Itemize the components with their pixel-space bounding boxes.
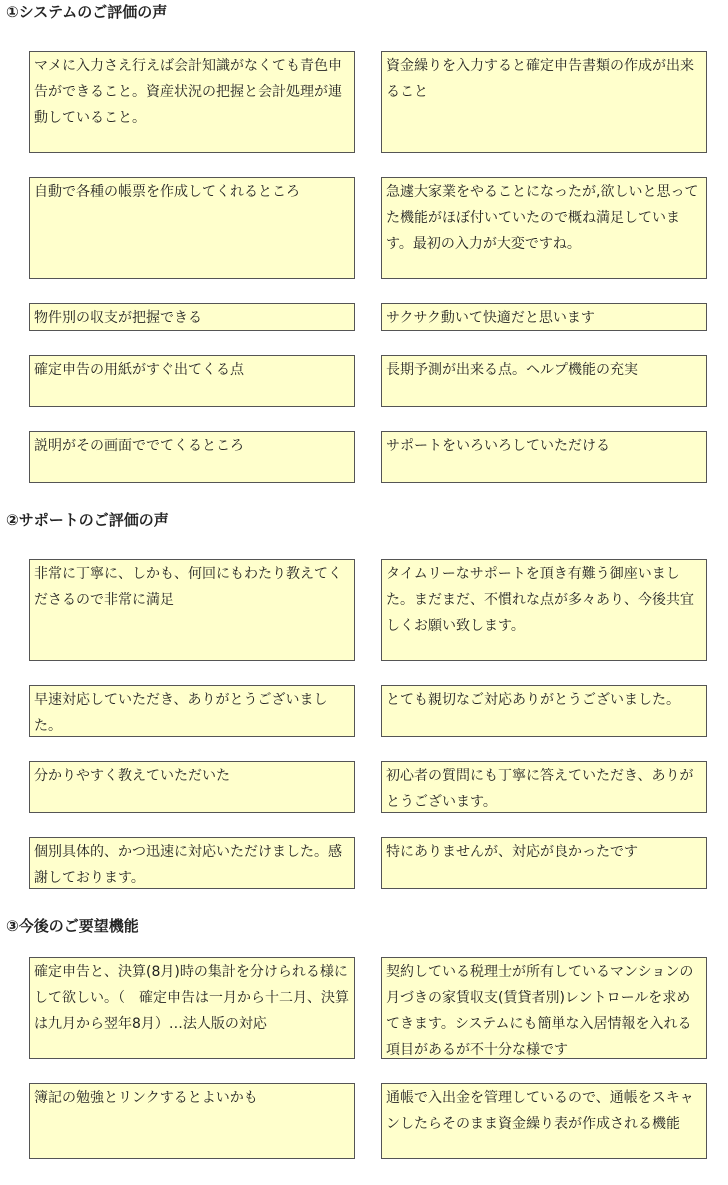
comment-text: 簿記の勉強とリンクするとよいかも — [34, 1090, 258, 1106]
comment-box — [29, 431, 355, 483]
comment-box — [29, 1083, 355, 1159]
section-heading-requests: ③今後のご要望機能 — [6, 917, 139, 935]
comment-text: とても親切なご対応ありがとうございました。 — [386, 692, 680, 708]
comment-box — [29, 685, 355, 737]
comment-text: 早速対応していただき、ありがとうございました。 — [34, 692, 328, 734]
comment-text: 確定申告の用紙がすぐ出てくる点 — [34, 362, 244, 378]
comment-box — [29, 837, 355, 889]
comment-box — [29, 303, 355, 331]
comment-text: 特にありませんが、対応が良かったです — [386, 844, 638, 860]
comment-text: 自動で各種の帳票を作成してくれるところ — [34, 184, 300, 200]
section-heading-system: ①システムのご評価の声 — [6, 3, 168, 21]
comment-box — [381, 837, 707, 889]
comment-text: 物件別の収支が把握できる — [34, 310, 202, 326]
comment-box — [29, 51, 355, 153]
comment-text: 説明がその画面ででてくるところ — [34, 438, 244, 454]
comment-box — [381, 685, 707, 737]
comment-box — [381, 1083, 707, 1159]
comment-text: 資金繰りを入力すると確定申告書類の作成が出来ること — [386, 58, 694, 100]
comment-box — [381, 957, 707, 1059]
comment-text: 非常に丁寧に、しかも、何回にもわたり教えてくださるので非常に満足 — [34, 566, 342, 608]
comment-text: 個別具体的、かつ迅速に対応いただけました。感謝しております。 — [34, 844, 342, 886]
comment-text: 通帳で入出金を管理しているので、通帳をスキャンしたらそのまま資金繰り表が作成される機能 — [386, 1090, 694, 1132]
comment-text: サクサク動いて快適だと思います — [386, 310, 595, 326]
comment-text: 契約している税理士が所有しているマンションの月づきの家賃収支(賃貸者別)レントロールを求めてきます。システムにも簡単な入居情報を入れる項目があるが不十分な様です — [386, 964, 694, 1058]
comment-text: 急遽大家業をやることになったが,欲しいと思ってた機能がほぼ付いていたので概ね満足しています。最初の入力が大変ですね。 — [386, 184, 699, 252]
comment-text: 初心者の質問にも丁寧に答えていただき、ありがとうございます。 — [386, 768, 694, 810]
comment-text: タイムリーなサポートを頂き有難う御座いました。まだまだ、不慣れな点が多々あり、今後共宜しくお願い致します。 — [386, 566, 694, 634]
comment-box — [381, 559, 707, 661]
comment-box — [381, 431, 707, 483]
comment-box — [29, 177, 355, 279]
comment-text: 確定申告と、決算(8月)時の集計を分けられる様にして欲しい。（ 確定申告は一月から十二月、決算は九月から翌年8月）…法人版の対応 — [34, 964, 349, 1032]
comment-text: 長期予測が出来る点。ヘルプ機能の充実 — [386, 362, 638, 378]
comment-text: 分かりやすく教えていただいた — [34, 768, 230, 784]
comment-text: マメに入力さえ行えば会計知識がなくても青色申告ができること。資産状況の把握と会計処理が連動していること。 — [34, 58, 342, 126]
comment-box — [29, 761, 355, 813]
comment-box — [381, 761, 707, 813]
comment-box — [381, 303, 707, 331]
section-heading-support: ②サポートのご評価の声 — [6, 511, 169, 529]
comment-box — [381, 355, 707, 407]
comment-box — [29, 559, 355, 661]
comment-text: サポートをいろいろしていただける — [386, 438, 610, 454]
comment-box — [29, 355, 355, 407]
comment-box — [29, 957, 355, 1059]
comment-box — [381, 51, 707, 153]
comment-box — [381, 177, 707, 279]
